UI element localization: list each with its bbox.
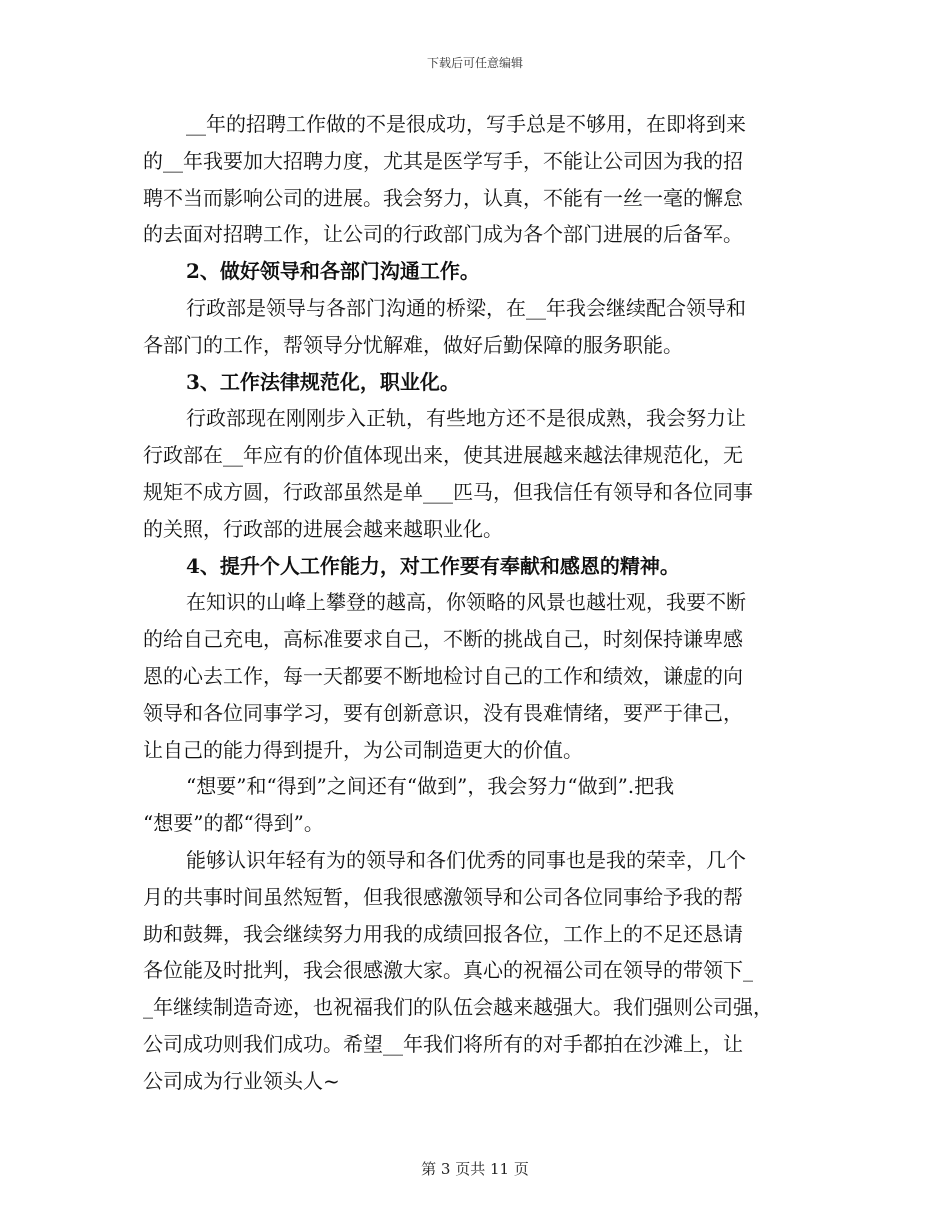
paragraph-line: 领导和各位同事学习，要有创新意识，没有畏难情绪，要严于律己， xyxy=(143,700,743,725)
page-number: 第 3 页共 11 页 xyxy=(421,1160,529,1178)
paragraph-line: 让自己的能力得到提升，为公司制造更大的价值。 xyxy=(143,737,583,762)
paragraph-line: 助和鼓舞，我会继续努力用我的成绩回报各位，工作上的不足还恳请 xyxy=(143,921,743,946)
paragraph-line: 公司成为行业领头人~ xyxy=(143,1068,340,1093)
paragraph-line: 的去面对招聘工作，让公司的行政部门成为各个部门进展的后备军。 xyxy=(143,222,743,247)
paragraph-line: 公司成功则我们成功。希望__年我们将所有的对手都拍在沙滩上，让 xyxy=(143,1031,743,1056)
paragraph-line: 规矩不成方圆，行政部虽然是单___匹马，但我信任有领导和各位同事 xyxy=(143,479,753,504)
paragraph-line: 在知识的山峰上攀登的越高，你领略的风景也越壮观，我要不断 xyxy=(186,590,746,615)
paragraph-line: 聘不当而影响公司的进展。我会努力，认真，不能有一丝一毫的懈怠 xyxy=(143,185,743,210)
paragraph-line: 行政部在__年应有的价值体现出来，使其进展越来越法律规范化，无 xyxy=(143,443,743,468)
paragraph-line: 各位能及时批判，我会很感激大家。真心的祝福公司在领导的带领下_ xyxy=(143,958,753,983)
paragraph-line: 各部门的工作，帮领导分忧解难，做好后勤保障的服务职能。 xyxy=(143,332,683,357)
paragraph-line: 月的共事时间虽然短暂，但我很感激领导和公司各位同事给予我的帮 xyxy=(143,884,743,909)
paragraph-line: __年的招聘工作做的不是很成功，写手总是不够用，在即将到来 xyxy=(186,112,746,136)
paragraph-line: 恩的心去工作，每一天都要不断地检讨自己的工作和绩效，谦虚的向 xyxy=(143,663,743,688)
paragraph-line: 的__年我要加大招聘力度，尤其是医学写手，不能让公司因为我的招 xyxy=(143,148,743,173)
paragraph-line: “想要”和“得到”之间还有“做到”，我会努力“做到”.把我 xyxy=(186,774,675,799)
section-heading-3: 3、工作法律规范化，职业化。 xyxy=(186,369,460,394)
paragraph-line: 行政部现在刚刚步入正轨，有些地方还不是很成熟，我会努力让 xyxy=(186,406,746,431)
document-body xyxy=(143,106,823,1100)
page-header: 下载后可任意编辑 xyxy=(426,56,523,70)
section-heading-2: 2、做好领导和各部门沟通工作。 xyxy=(186,259,480,284)
paragraph-line: 行政部是领导与各部门沟通的桥梁，在__年我会继续配合领导和 xyxy=(186,295,746,320)
section-heading-4: 4、提升个人工作能力，对工作要有奉献和感恩的精神。 xyxy=(186,553,680,578)
paragraph-line: 的关照，行政部的进展会越来越职业化。 xyxy=(143,516,503,541)
paragraph-line: 能够认识年轻有为的领导和各们优秀的同事也是我的荣幸，几个 xyxy=(186,847,746,872)
paragraph-line: 的给自己充电，高标准要求自己，不断的挑战自己，时刻保持谦卑感 xyxy=(143,627,743,652)
paragraph-line: _年继续制造奇迹，也祝福我们的队伍会越来越强大。我们强则公司强， xyxy=(143,995,773,1020)
paragraph-line: “想要”的都“得到”。 xyxy=(143,811,324,836)
